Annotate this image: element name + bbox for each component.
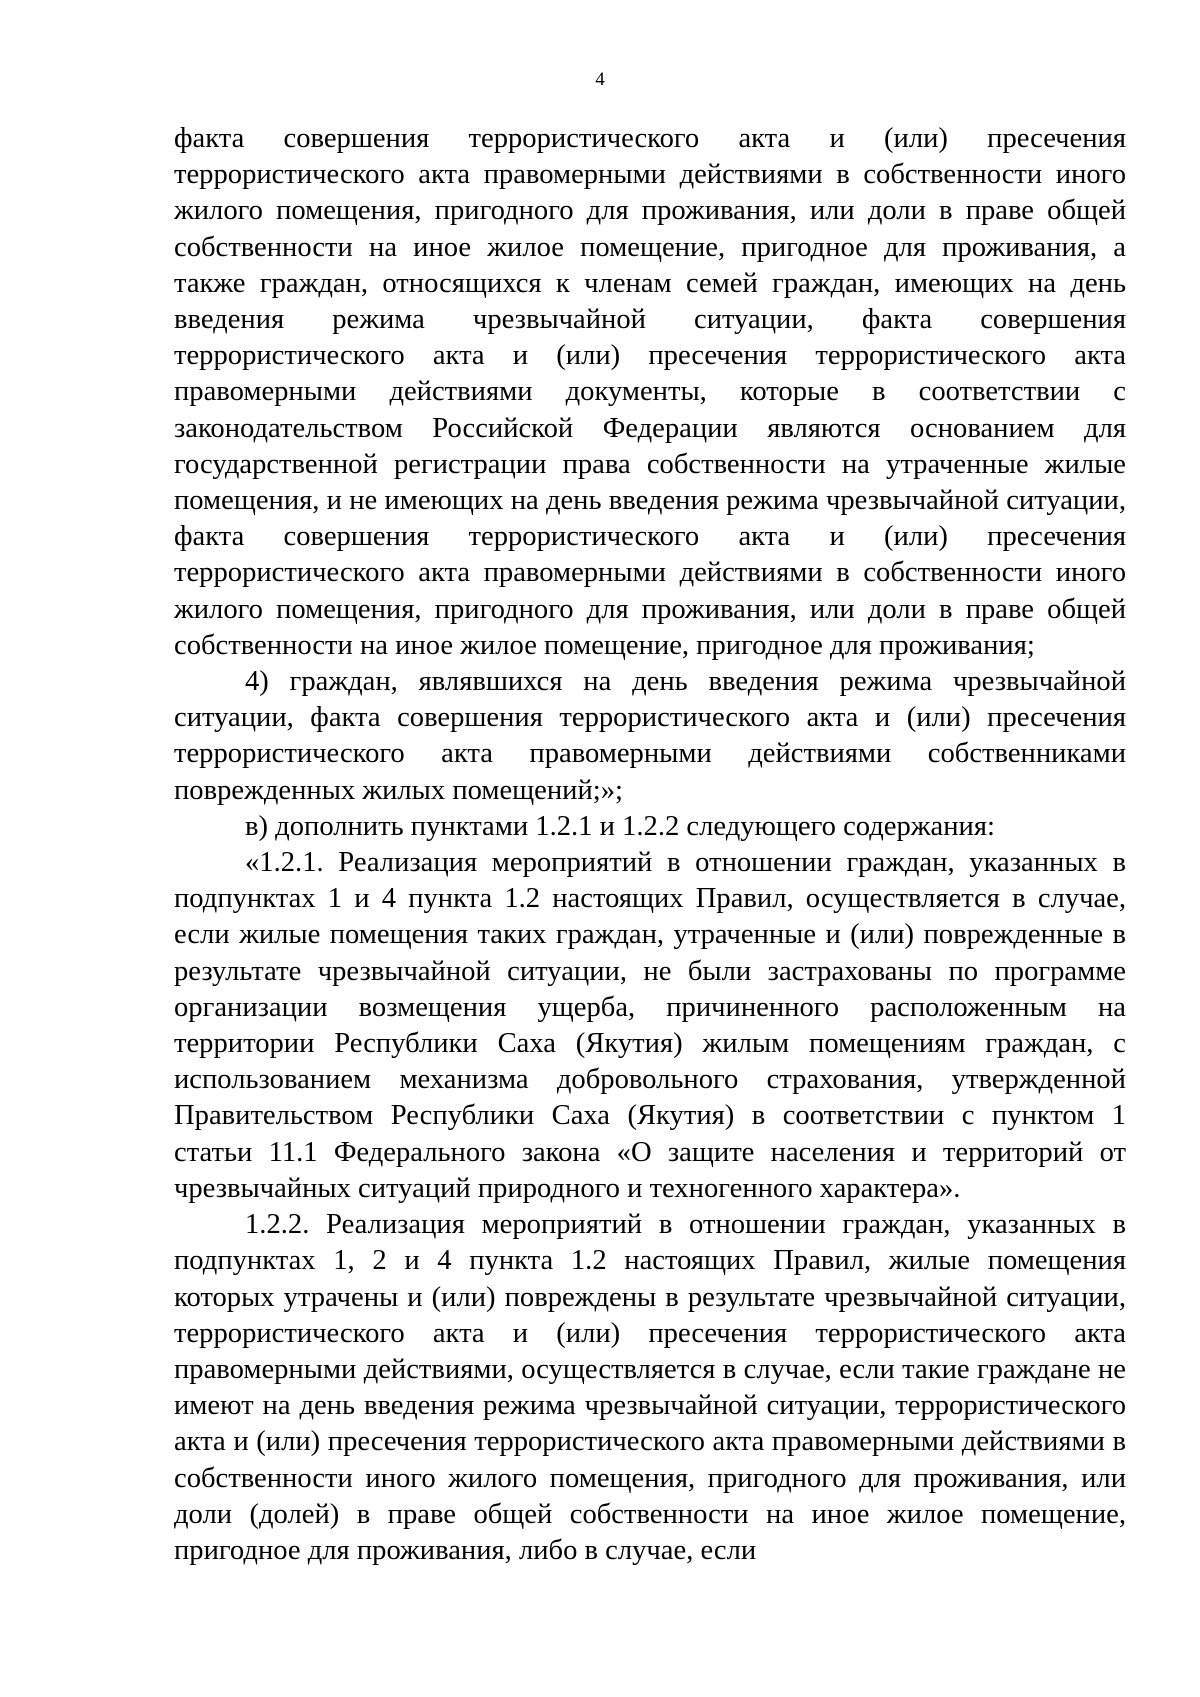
page-number: 4 bbox=[595, 69, 605, 90]
paragraph-item-4: 4) граждан, являвшихся на день введения режима чрезвычайной ситуации, факта совершения террористического акта и (или) пресечения террористического акта правомерными действиями собственниками поврежденных жилых помещений;»; bbox=[174, 666, 1126, 806]
paragraph-1-2-2: 1.2.2. Реализация мероприятий в отношении граждан, указанных в подпунктах 1, 2 и 4 пункта 1.2 настоящих Правил, жилые помещения которых утрачены и (или) повреждены в результате чрезвычайной ситуации, террористического акта и (или) пресечения террористического акта правомерными действиями, осуществляется в случае, если такие граждане не имеют на день введения режима чрезвычайной ситуации, террористического акта и (или) пресечения террористического акта правомерными действиями в собственности иного жилого помещения, пригодного для проживания, или доли (долей) в праве общей собственности на иное жилое помещение, пригодное для проживания, либо в случае, если bbox=[174, 1209, 1126, 1566]
paragraph-item-v: в) дополнить пунктами 1.2.1 и 1.2.2 следующего содержания: bbox=[245, 810, 995, 842]
paragraph-1-2-1: «1.2.1. Реализация мероприятий в отношении граждан, указанных в подпунктах 1 и 4 пункта 1.2 настоящих Правил, осуществляется в случае, если жилые помещения таких граждан, утраченные и (или) поврежденные в результате чрезвычайной ситуации, не были застрахованы по программе организации возмещения ущерба, причиненного расположенным на территории Республики Саха (Якутия) жилым помещениям граждан, с использованием механизма добровольного страхования, утвержденной Правительством Республики Саха (Якутия) в соответствии с пунктом 1 статьи 11.1 Федерального закона «О защите населения и территорий от чрезвычайных ситуаций природного и техногенного характера». bbox=[174, 847, 1126, 1204]
paragraph-continuation: факта совершения террористического акта и (или) пресечения террористического акта правомерными действиями в собственности иного жилого помещения, пригодного для проживания, или доли в праве общей собственности на иное жилое помещение, пригодное для проживания, а также граждан, относящихся к членам семей граждан, имеющих на день введения режима чрезвычайной ситуации, факта совершения террористического акта и (или) пресечения террористического акта правомерными действиями документы, которые в соответствии с законодательством Российской Федерации являются основанием для государственной регистрации права собственности на утраченные жилые помещения, и не имеющих на день введения режима чрезвычайной ситуации, факта совершения террористического акта и (или) пресечения террористического акта правомерными действиями в собственности иного жилого помещения, пригодного для проживания, или доли в праве общей собственности на иное жилое помещение, пригодное для проживания; bbox=[174, 123, 1126, 661]
document-body bbox=[174, 121, 1126, 1569]
